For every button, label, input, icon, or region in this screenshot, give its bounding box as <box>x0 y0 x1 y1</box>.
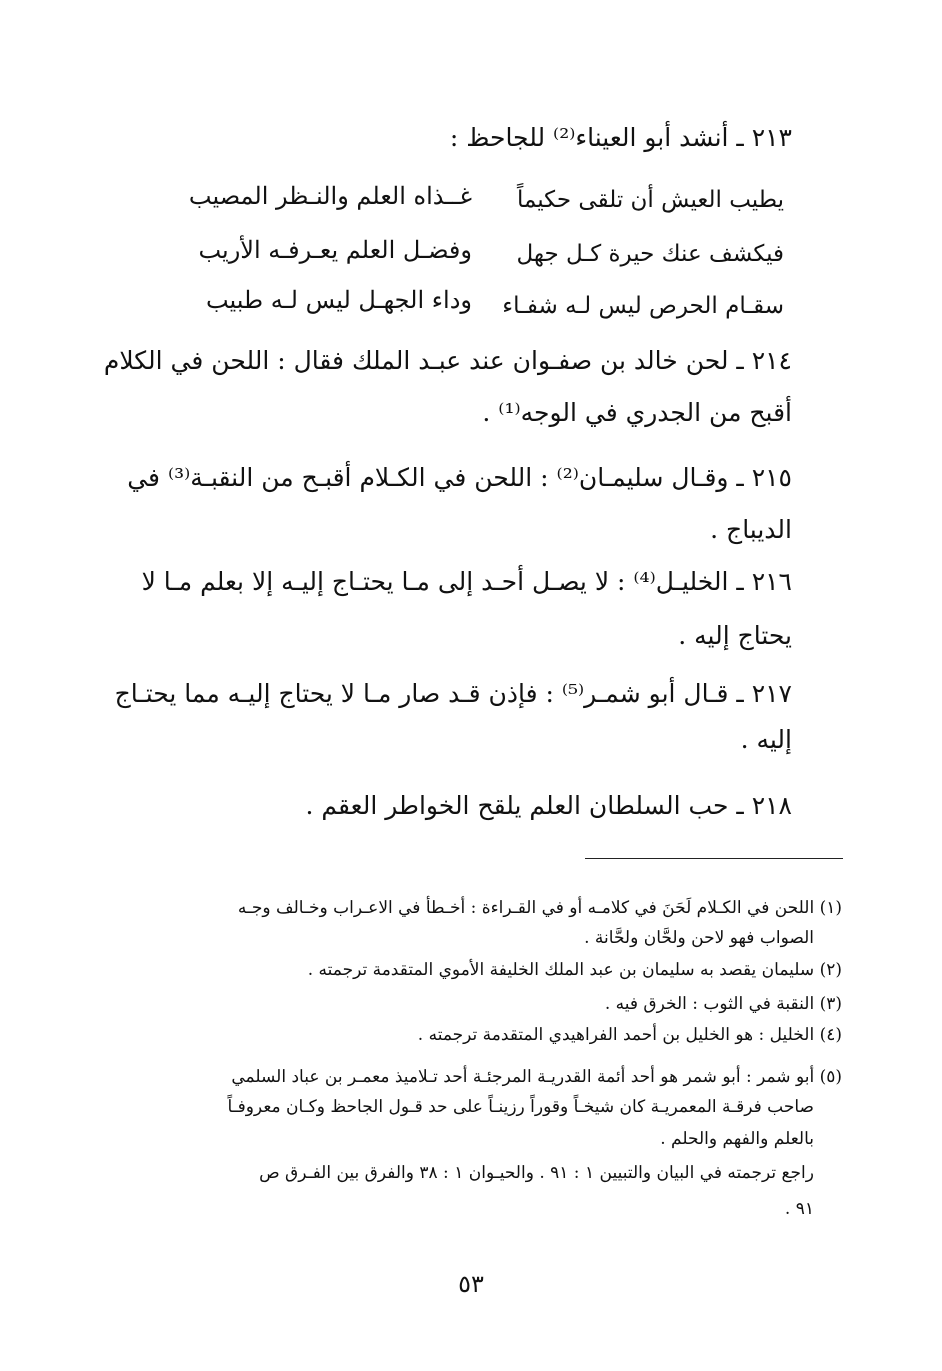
verse-1-first-hemistich: يطيب العيش أن تلقى حكيماً <box>516 187 784 213</box>
item-214-line-1: ٢١٤ ـ لحن خالد بن صفـوان عند عبـد الملك فقال : اللحن في الكلام <box>103 346 792 375</box>
footnote-4: (٤) الخليل : هو الخليل بن أحمد الفراهيدي المتقدمة ترجمته . <box>417 1025 842 1045</box>
item-217-line-1: ٢١٧ ـ قـال أبو شمـر⁽⁵⁾ : فإذن قـد صار مـا لا يحتاج إليـه مما يحتـاج <box>114 679 792 708</box>
footnote-2: (٢) سليمان يقصد به سليمان بن عبد الملك الخليفة الأموي المتقدمة ترجمته . <box>307 960 842 980</box>
verse-1-second-hemistich: غــذاه العلم والنـظر المصيب <box>188 182 472 210</box>
footnote-5-line-4: راجع ترجمته في البيان والتبيين ١ : ٩١ . والحيـوان ١ : ٣٨ والفرق بين الفـرق ص <box>259 1163 814 1183</box>
item-214-line-2: أقبح من الجدري في الوجه⁽¹⁾ . <box>482 398 792 427</box>
verse-3-first-hemistich: سقـام الحرص ليس لـه شفـاء <box>502 293 784 319</box>
page-number: ٥٣ <box>458 1270 484 1298</box>
verse-3-second-hemistich: وداء الجهـل ليس لـه طبيب <box>205 286 472 314</box>
footnote-5-line-1: (٥) أبو شمر : أبو شمر هو أحد أئمة القدريـة المرجئـة أحد تـلاميذ معمـر بن عباد السلمي <box>231 1067 842 1087</box>
verse-2-first-hemistich: فيكشف عنك حيرة كـل جهل <box>516 241 784 267</box>
footnote-5-line-5: ٩١ . <box>784 1199 814 1219</box>
item-216-line-2: يحتاج إليه . <box>678 621 792 650</box>
item-215-line-2: الديباج . <box>710 515 792 544</box>
footnote-5-line-2: صاحب فرقـة المعمريـة كان شيخـاً وقوراً رزينـاً على حد قـول الجاحظ وكـان معروفـاً <box>227 1097 814 1117</box>
item-216-line-1: ٢١٦ ـ الخليـل⁽⁴⁾ : لا يصـل أحـد إلى مـا يحتـاج إليـه إلا بعلم مـا لا <box>141 567 792 596</box>
item-213-heading: ٢١٣ ـ أنشد أبو العيناء⁽²⁾ للجاحظ : <box>449 123 792 152</box>
footnote-separator <box>585 858 843 859</box>
footnote-1-line-1: (١) اللحن في الكـلام لَحَنَ في كلامـه أو في القـراءة : أخـطأ في الاعـراب وخـالف وجـه <box>237 898 842 918</box>
footnote-1-line-2: الصواب فهو لاحن ولحَّان ولحَّانة . <box>584 928 814 948</box>
item-215-line-1: ٢١٥ ـ وقـال سليمـان⁽²⁾ : اللحن في الكـلام أقبـح من النقبـة⁽³⁾ في <box>127 463 792 492</box>
item-217-line-2: إليه . <box>740 725 792 754</box>
item-218: ٢١٨ ـ حب السلطان العلم يلقح الخواطر العقم . <box>305 791 792 820</box>
verse-2-second-hemistich: وفضـل العلم يعـرفـه الأريب <box>198 236 472 264</box>
footnote-3: (٣) النقبة في الثوب : الخرق فيه . <box>604 994 842 1014</box>
footnote-5-line-3: بالعلم والفهم والحلم . <box>660 1129 814 1149</box>
